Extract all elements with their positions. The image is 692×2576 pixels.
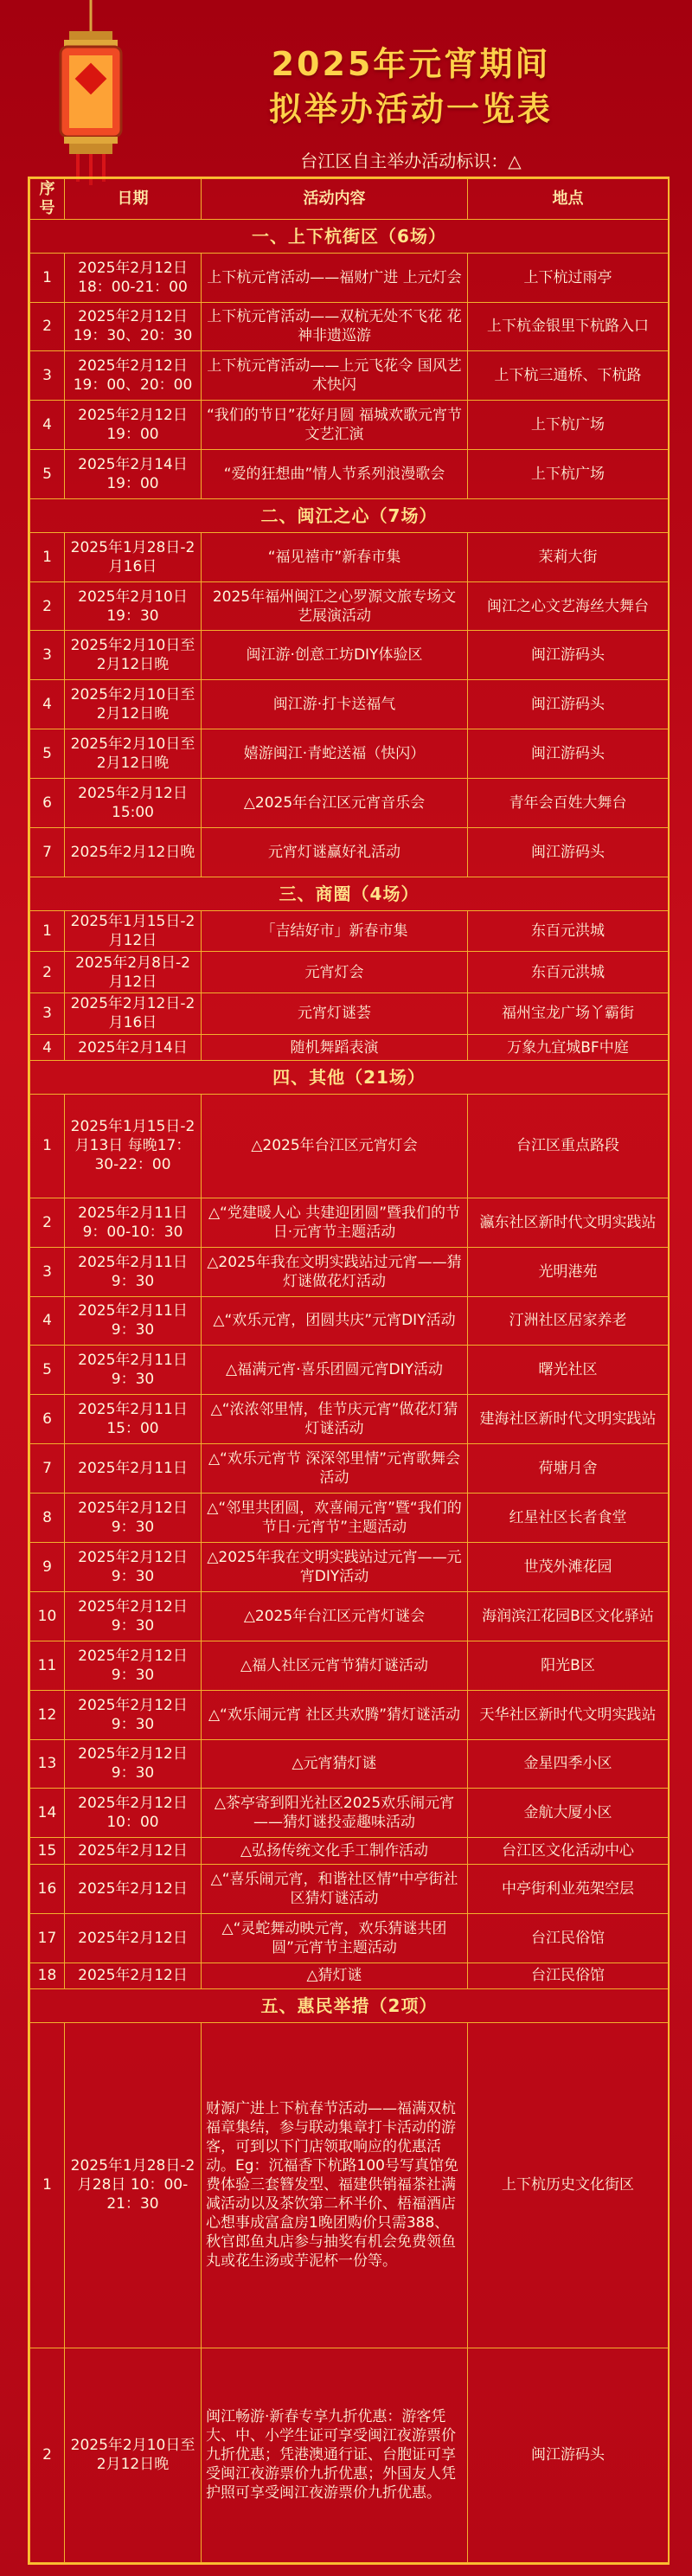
row-date: 2025年2月12日 (65, 1963, 202, 1988)
row-date: 2025年2月10日至2月12日晚 (65, 729, 202, 779)
row-activity: △弘扬传统文化手工制作活动 (202, 1838, 468, 1864)
activity-table-frame (28, 177, 670, 2565)
row-number: 2 (30, 302, 65, 351)
row-date: 2025年2月12日 9：30 (65, 1690, 202, 1739)
table-row (30, 1641, 669, 1690)
row-number: 5 (30, 1346, 65, 1395)
table-row (30, 828, 669, 877)
row-activity: 上下杭元宵活动——双杭无处不飞花 花神非遗巡游 (202, 302, 468, 351)
table-row (30, 1034, 669, 1060)
row-place: 上下杭过雨亭 (468, 253, 669, 302)
column-header-date: 日期 (65, 179, 202, 220)
row-date: 2025年2月12日 9：30 (65, 1494, 202, 1543)
row-number: 13 (30, 1739, 65, 1789)
row-activity: △“欢乐元宵，团圆共庆”元宵DIY活动 (202, 1296, 468, 1346)
row-activity: △2025年我在文明实践站过元宵——猜灯谜做花灯活动 (202, 1247, 468, 1296)
row-place: 瀛东社区新时代文明实践站 (468, 1198, 669, 1247)
row-place: 台江民俗馆 (468, 1913, 669, 1963)
table-row (30, 1591, 669, 1641)
row-date: 2025年2月10日至2月12日晚 (65, 2348, 202, 2562)
row-number: 11 (30, 1641, 65, 1690)
row-activity: 上下杭元宵活动——上元飞花令 国风艺术快闪 (202, 351, 468, 401)
row-number: 1 (30, 532, 65, 581)
row-date: 2025年2月11日 9：30 (65, 1346, 202, 1395)
row-activity: 随机舞蹈表演 (202, 1034, 468, 1060)
table-row (30, 1963, 669, 1988)
row-place: 光明港苑 (468, 1247, 669, 1296)
row-place: 闽江游码头 (468, 729, 669, 779)
row-date: 2025年2月10日至2月12日晚 (65, 680, 202, 729)
row-place: 金星四季小区 (468, 1739, 669, 1789)
table-row (30, 1913, 669, 1963)
row-activity: 嬉游闽江·青蛇送福（快闪） (202, 729, 468, 779)
row-number: 3 (30, 631, 65, 680)
section-title: 五、惠民举措（2项） (30, 1989, 669, 2023)
row-number: 6 (30, 1395, 65, 1444)
row-place: 青年会百姓大舞台 (468, 779, 669, 828)
row-activity: “福见禧市”新春市集 (202, 532, 468, 581)
row-number: 8 (30, 1494, 65, 1543)
row-place: 荷塘月舍 (468, 1444, 669, 1494)
row-date: 2025年2月11日 9：30 (65, 1296, 202, 1346)
column-header-place: 地点 (468, 179, 669, 220)
row-place: 上下杭广场 (468, 401, 669, 450)
table-row (30, 1739, 669, 1789)
section-title: 二、闽江之心（7场） (30, 499, 669, 533)
row-date: 2025年2月11日 9：30 (65, 1247, 202, 1296)
row-date: 2025年2月12日晚 (65, 828, 202, 877)
row-place: 上下杭金银里下杭路入口 (468, 302, 669, 351)
table-row (30, 253, 669, 302)
table-header-row (30, 179, 669, 220)
table-row (30, 680, 669, 729)
row-date: 2025年2月10日 19：30 (65, 581, 202, 631)
row-date: 2025年2月14日 19：00 (65, 450, 202, 499)
row-number: 12 (30, 1690, 65, 1739)
section-header-row (30, 1989, 669, 2023)
row-place: 世茂外滩花园 (468, 1542, 669, 1591)
row-place: 上下杭历史文化街区 (468, 2022, 669, 2348)
section-title: 一、上下杭街区（6场） (30, 220, 669, 254)
row-activity: 元宵灯谜荟 (202, 993, 468, 1035)
table-row (30, 1864, 669, 1913)
row-number: 16 (30, 1864, 65, 1913)
row-place: 闽江游码头 (468, 2348, 669, 2562)
row-place: 闽江游码头 (468, 631, 669, 680)
row-date: 2025年2月11日 15：00 (65, 1395, 202, 1444)
table-row (30, 1690, 669, 1739)
row-number: 5 (30, 450, 65, 499)
section-header-row (30, 499, 669, 533)
table-row (30, 581, 669, 631)
row-number: 4 (30, 680, 65, 729)
row-number: 4 (30, 1034, 65, 1060)
row-activity: 「吉结好市」新春市集 (202, 910, 468, 952)
table-row (30, 2348, 669, 2562)
section-header-row (30, 1061, 669, 1095)
row-place: 万象九宜城BF中庭 (468, 1034, 669, 1060)
row-activity: △2025年台江区元宵灯谜会 (202, 1591, 468, 1641)
table-row (30, 910, 669, 952)
section-title: 三、商圈（4场） (30, 877, 669, 910)
row-number: 1 (30, 2022, 65, 2348)
row-activity: 闽江畅游·新春专享九折优惠：游客凭大、中、小学生证可享受闽江夜游票价九折优惠；凭港澳通行证、台胞证可享受闽江夜游票价九折优惠；外国友人凭护照可享受闽江夜游票价九折优惠。 (202, 2348, 468, 2562)
row-activity: 闽江游·打卡送福气 (202, 680, 468, 729)
row-place: 阳光B区 (468, 1641, 669, 1690)
row-number: 9 (30, 1542, 65, 1591)
row-activity: △2025年台江区元宵灯会 (202, 1094, 468, 1198)
row-place: 曙光社区 (468, 1346, 669, 1395)
row-place: 台江民俗馆 (468, 1963, 669, 1988)
row-number: 2 (30, 581, 65, 631)
row-activity: △2025年我在文明实践站过元宵——元宵DIY活动 (202, 1542, 468, 1591)
row-activity: △福满元宵·喜乐团圆元宵DIY活动 (202, 1346, 468, 1395)
title-line-2: 拟举办活动一览表 (268, 90, 553, 128)
row-number: 3 (30, 1247, 65, 1296)
row-number: 2 (30, 1198, 65, 1247)
row-date: 2025年2月12日 (65, 1864, 202, 1913)
row-activity: △福人社区元宵节猜灯谜活动 (202, 1641, 468, 1690)
row-activity: 元宵灯会 (202, 952, 468, 993)
section-header-row (30, 877, 669, 910)
row-number: 5 (30, 729, 65, 779)
lantern-icon (35, 0, 147, 186)
row-activity: 财源广进上下杭春节活动——福满双杭 福章集结，参与联动集章打卡活动的游客，可到以下门店领取响应的优惠活动。Eg：沉福香下杭路100号写真馆免费体验三套簪发型、福建供销福茶社满减活动以及茶饮第二杯半价、梧福酒店心想事成富盒房1晚团购价只需388、秋官郎鱼丸店参与抽奖有机会免费领鱼丸或花生汤或芋泥杯一份等。 (202, 2022, 468, 2348)
row-place: 上下杭三通桥、下杭路 (468, 351, 669, 401)
row-activity: △茶亭寄到阳光社区2025欢乐闹元宵——猜灯谜投壶趣味活动 (202, 1789, 468, 1838)
row-number: 15 (30, 1838, 65, 1864)
row-date: 2025年2月11日 (65, 1444, 202, 1494)
row-place: 红星社区长者食堂 (468, 1494, 669, 1543)
table-row (30, 1838, 669, 1864)
row-place: 建海社区新时代文明实践站 (468, 1395, 669, 1444)
row-date: 2025年2月12日-2月16日 (65, 993, 202, 1035)
row-date: 2025年1月15日-2月13日 每晚17：30-22：00 (65, 1094, 202, 1198)
section-title: 四、其他（21场） (30, 1061, 669, 1095)
row-activity: △“邻里共团圆，欢喜闹元宵”暨“我们的节日·元宵节”主题活动 (202, 1494, 468, 1543)
row-activity: △元宵猜灯谜 (202, 1739, 468, 1789)
table-row (30, 1247, 669, 1296)
activity-table (29, 178, 669, 2563)
row-date: 2025年1月28日-2月16日 (65, 532, 202, 581)
table-row (30, 2022, 669, 2348)
row-number: 7 (30, 828, 65, 877)
row-date: 2025年1月28日-2月28日 10：00-21：30 (65, 2022, 202, 2348)
table-row (30, 532, 669, 581)
row-place: 金航大厦小区 (468, 1789, 669, 1838)
row-place: 天华社区新时代文明实践站 (468, 1690, 669, 1739)
title-line-1: 2025年元宵期间 (271, 45, 551, 83)
table-row (30, 993, 669, 1035)
row-date: 2025年1月15日-2月12日 (65, 910, 202, 952)
row-date: 2025年2月12日 19：30、20：30 (65, 302, 202, 351)
table-row (30, 1494, 669, 1543)
row-activity: △2025年台江区元宵音乐会 (202, 779, 468, 828)
row-place: 闽江之心文艺海丝大舞台 (468, 581, 669, 631)
row-date: 2025年2月12日 10：00 (65, 1789, 202, 1838)
document-title (147, 42, 675, 132)
table-row (30, 1296, 669, 1346)
row-place: 台江区文化活动中心 (468, 1838, 669, 1864)
row-date: 2025年2月12日 19：00 (65, 401, 202, 450)
row-number: 14 (30, 1789, 65, 1838)
table-row (30, 1395, 669, 1444)
row-date: 2025年2月11日 9：00-10：30 (65, 1198, 202, 1247)
table-row (30, 729, 669, 779)
row-activity: △“党建暖人心 共建迎团圆”暨我们的节日·元宵节主题活动 (202, 1198, 468, 1247)
row-activity: “我们的节日”花好月圆 福城欢歌元宵节文艺汇演 (202, 401, 468, 450)
row-date: 2025年2月8日-2月12日 (65, 952, 202, 993)
column-header-content: 活动内容 (202, 179, 468, 220)
row-activity: 闽江游·创意工坊DIY体验区 (202, 631, 468, 680)
table-row (30, 779, 669, 828)
table-row (30, 450, 669, 499)
row-date: 2025年2月12日 9：30 (65, 1591, 202, 1641)
row-date: 2025年2月12日 18：00-21：00 (65, 253, 202, 302)
row-place: 闽江游码头 (468, 680, 669, 729)
row-number: 18 (30, 1963, 65, 1988)
row-place: 上下杭广场 (468, 450, 669, 499)
row-number: 1 (30, 253, 65, 302)
row-place: 台江区重点路段 (468, 1094, 669, 1198)
row-activity: 上下杭元宵活动——福财广进 上元灯会 (202, 253, 468, 302)
row-place: 东百元洪城 (468, 910, 669, 952)
row-activity: △“灵蛇舞动映元宵，欢乐猜谜共团圆”元宵节主题活动 (202, 1913, 468, 1963)
row-activity: 元宵灯谜赢好礼活动 (202, 828, 468, 877)
row-date: 2025年2月12日 (65, 1913, 202, 1963)
row-number: 4 (30, 401, 65, 450)
table-row (30, 952, 669, 993)
row-number: 2 (30, 952, 65, 993)
row-date: 2025年2月12日 15:00 (65, 779, 202, 828)
row-date: 2025年2月14日 (65, 1034, 202, 1060)
row-activity: 2025年福州闽江之心罗源文旅专场文艺展演活动 (202, 581, 468, 631)
row-number: 6 (30, 779, 65, 828)
row-activity: “爱的狂想曲”情人节系列浪漫歌会 (202, 450, 468, 499)
table-row (30, 1542, 669, 1591)
table-row (30, 1094, 669, 1198)
table-row (30, 631, 669, 680)
row-place: 福州宝龙广场丫霸街 (468, 993, 669, 1035)
row-date: 2025年2月12日 (65, 1838, 202, 1864)
row-date: 2025年2月12日 9：30 (65, 1641, 202, 1690)
row-date: 2025年2月12日 9：30 (65, 1739, 202, 1789)
row-place: 闽江游码头 (468, 828, 669, 877)
row-activity: △“欢乐闹元宵 社区共欢腾”猜灯谜活动 (202, 1690, 468, 1739)
table-row (30, 1198, 669, 1247)
row-place: 中亭街利业苑架空层 (468, 1864, 669, 1913)
row-date: 2025年2月10日至2月12日晚 (65, 631, 202, 680)
table-row (30, 401, 669, 450)
table-row (30, 1789, 669, 1838)
row-activity: △“欢乐元宵节 深深邻里情”元宵歌舞会活动 (202, 1444, 468, 1494)
row-number: 3 (30, 993, 65, 1035)
row-number: 3 (30, 351, 65, 401)
table-row (30, 1346, 669, 1395)
table-row (30, 351, 669, 401)
row-date: 2025年2月12日 19：00、20：00 (65, 351, 202, 401)
subtitle: 台江区自主举办活动标识：△ (300, 151, 522, 171)
row-number: 10 (30, 1591, 65, 1641)
row-place: 东百元洪城 (468, 952, 669, 993)
row-place: 茉莉大街 (468, 532, 669, 581)
row-number: 17 (30, 1913, 65, 1963)
row-place: 汀洲社区居家养老 (468, 1296, 669, 1346)
row-number: 4 (30, 1296, 65, 1346)
column-header-no: 序号 (30, 179, 65, 220)
row-activity: △“浓浓邻里情，佳节庆元宵”做花灯猜灯谜活动 (202, 1395, 468, 1444)
row-number: 7 (30, 1444, 65, 1494)
row-place: 海润滨江花园B区文化驿站 (468, 1591, 669, 1641)
row-number: 1 (30, 910, 65, 952)
row-activity: △猜灯谜 (202, 1963, 468, 1988)
row-date: 2025年2月12日 9：30 (65, 1542, 202, 1591)
table-row (30, 302, 669, 351)
row-activity: △“喜乐闹元宵，和谐社区情”中亭街社区猜灯谜活动 (202, 1864, 468, 1913)
table-row (30, 1444, 669, 1494)
row-number: 1 (30, 1094, 65, 1198)
row-number: 2 (30, 2348, 65, 2562)
section-header-row (30, 220, 669, 254)
